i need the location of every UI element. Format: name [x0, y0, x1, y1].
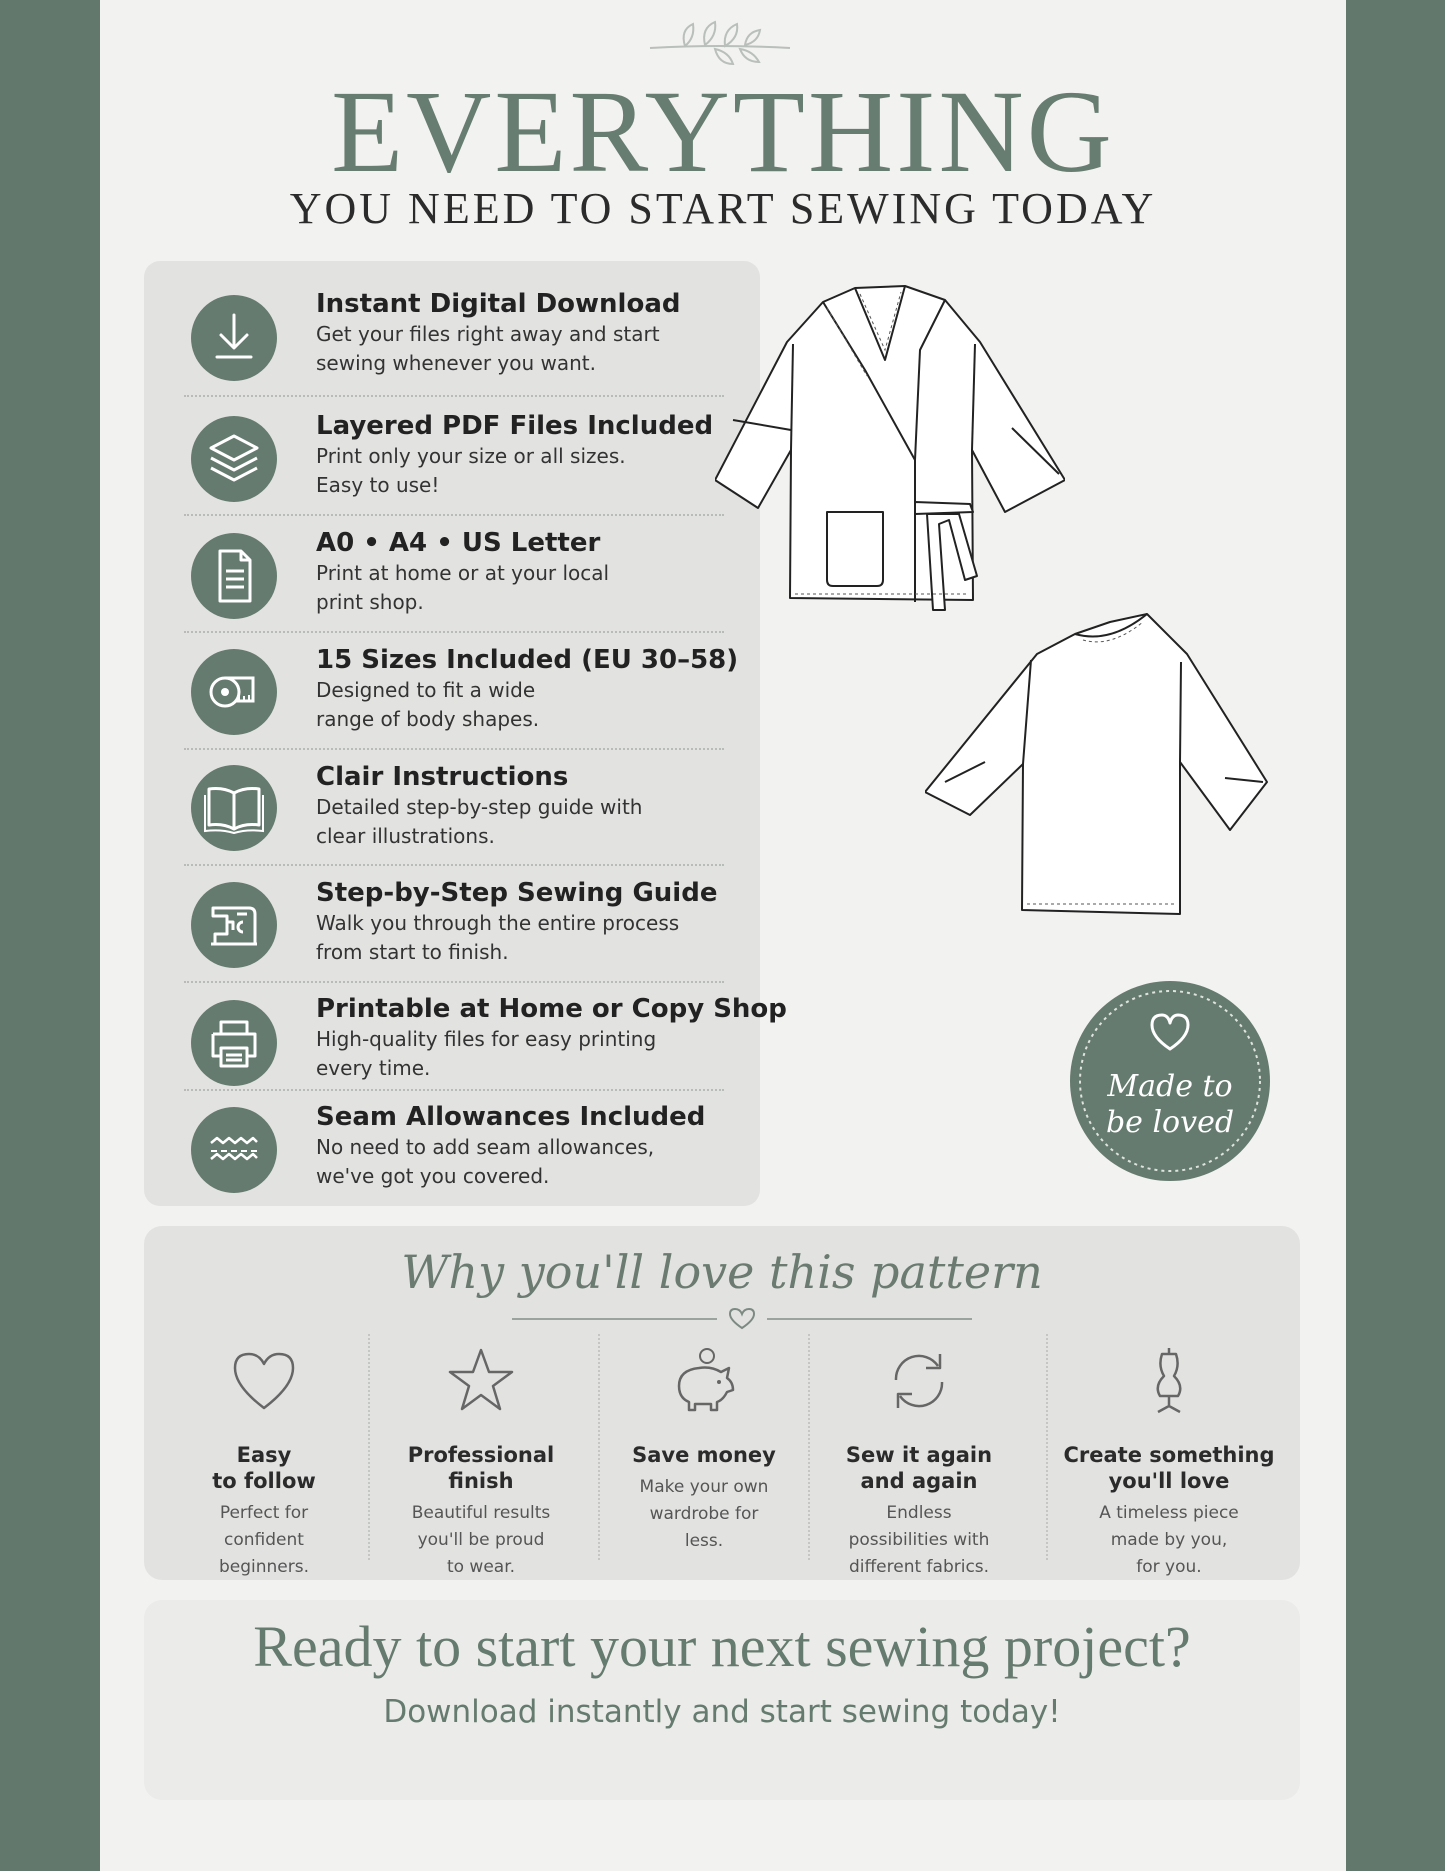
feature-desc: we've got you covered. [316, 1164, 550, 1188]
benefit-item [164, 1336, 364, 1577]
printer-icon [191, 1000, 277, 1086]
benefit-desc: you'll be proud [417, 1530, 545, 1550]
jacket-back-illustration [925, 612, 1345, 922]
made-to-be-loved-badge [1070, 981, 1270, 1181]
cta-subtitle: Download instantly and start sewing today! [383, 1694, 1061, 1730]
benefit-title: Professional [407, 1443, 555, 1467]
benefit-title: Sew it again [845, 1443, 993, 1467]
divider [184, 514, 724, 516]
heart-divider-icon [512, 1304, 972, 1334]
benefit-desc: for you. [1136, 1557, 1202, 1577]
benefit-title: Create something [1063, 1443, 1275, 1467]
features-panel [144, 261, 787, 1206]
benefit-title: you'll love [1108, 1469, 1230, 1493]
benefit-title: and again [860, 1469, 978, 1493]
benefit-item [1052, 1336, 1286, 1577]
benefit-item [376, 1336, 586, 1577]
benefit-desc: less. [684, 1531, 724, 1551]
divider [598, 1334, 600, 1560]
feature-desc: every time. [316, 1056, 431, 1080]
seam-wave-icon [191, 1107, 277, 1193]
feature-desc: No need to add seam allowances, [316, 1135, 655, 1159]
open-book-icon [191, 765, 277, 851]
benefit-desc: Beautiful results [411, 1503, 551, 1523]
feature-title: 15 Sizes Included (EU 30–58) [316, 645, 739, 675]
benefit-desc: wardrobe for [649, 1504, 759, 1524]
feature-desc: sewing whenever you want. [316, 351, 596, 375]
badge-line-1: Made to [1107, 1069, 1233, 1104]
feature-title: Layered PDF Files Included [316, 411, 714, 441]
benefit-title: Save money [632, 1443, 776, 1467]
feature-desc: Print at home or at your local [316, 561, 610, 585]
feature-desc: from start to finish. [316, 940, 509, 964]
piggy-bank-icon [669, 1346, 739, 1416]
layers-icon [191, 416, 277, 502]
benefits-panel [144, 1226, 1300, 1580]
measuring-tape-icon [191, 649, 277, 735]
benefit-title: to follow [212, 1469, 316, 1493]
benefit-desc: beginners. [218, 1557, 310, 1577]
benefit-desc: possibilities with [848, 1530, 990, 1550]
badge-line-2: be loved [1105, 1105, 1235, 1140]
benefit-desc: to wear. [446, 1557, 516, 1577]
benefit-desc: Endless [886, 1503, 952, 1523]
divider [184, 1089, 724, 1091]
feature-desc: print shop. [316, 590, 424, 614]
feature-desc: Easy to use! [316, 473, 440, 497]
leaf-sprig-icon [645, 18, 795, 68]
dress-form-icon [1134, 1346, 1204, 1416]
divider [184, 395, 724, 397]
feature-title: Printable at Home or Copy Shop [316, 994, 787, 1024]
benefit-desc: Make your own [639, 1477, 769, 1497]
divider [1046, 1334, 1048, 1560]
benefit-desc: made by you, [1110, 1530, 1228, 1550]
benefit-desc: different fabrics. [848, 1557, 990, 1577]
feature-desc: range of body shapes. [316, 707, 540, 731]
feature-desc: Walk you through the entire process [316, 911, 680, 935]
benefit-desc: confident [224, 1530, 304, 1550]
benefit-item [814, 1336, 1024, 1577]
benefits-title: Why you'll love this pattern [401, 1245, 1043, 1299]
feature-desc: Print only your size or all sizes. [316, 444, 626, 468]
document-icon [191, 533, 277, 619]
repeat-icon [884, 1346, 954, 1416]
divider [808, 1334, 810, 1560]
page-subtitle: YOU NEED TO START SEWING TODAY [289, 184, 1157, 233]
star-icon [446, 1346, 516, 1416]
page-title: EVERYTHING [331, 66, 1115, 197]
divider [368, 1334, 370, 1560]
feature-desc: Detailed step-by-step guide with [316, 795, 643, 819]
feature-title: Seam Allowances Included [316, 1102, 706, 1132]
feature-desc: clear illustrations. [316, 824, 495, 848]
feature-title: Instant Digital Download [316, 289, 681, 319]
feature-desc: Get your files right away and start [316, 322, 660, 346]
benefit-desc: Perfect for [219, 1503, 309, 1523]
jacket-front-illustration [715, 280, 1065, 620]
feature-desc: High-quality files for easy printing [316, 1027, 657, 1051]
cta-title: Ready to start your next sewing project? [253, 1614, 1191, 1679]
sewing-machine-icon [191, 882, 277, 968]
divider [184, 631, 724, 633]
feature-title: A0 • A4 • US Letter [316, 528, 601, 558]
feature-desc: Designed to fit a wide [316, 678, 536, 702]
benefit-title: finish [448, 1469, 514, 1493]
heart-icon [229, 1346, 299, 1416]
divider [184, 981, 724, 983]
download-icon [191, 295, 277, 381]
call-to-action [144, 1600, 1300, 1800]
page [100, 0, 1346, 1871]
benefit-item [604, 1336, 804, 1566]
benefit-title: Easy [236, 1443, 292, 1467]
benefit-desc: A timeless piece [1099, 1503, 1239, 1523]
divider [184, 748, 724, 750]
divider [184, 864, 724, 866]
feature-title: Step-by-Step Sewing Guide [316, 878, 718, 908]
feature-title: Clair Instructions [316, 762, 569, 792]
